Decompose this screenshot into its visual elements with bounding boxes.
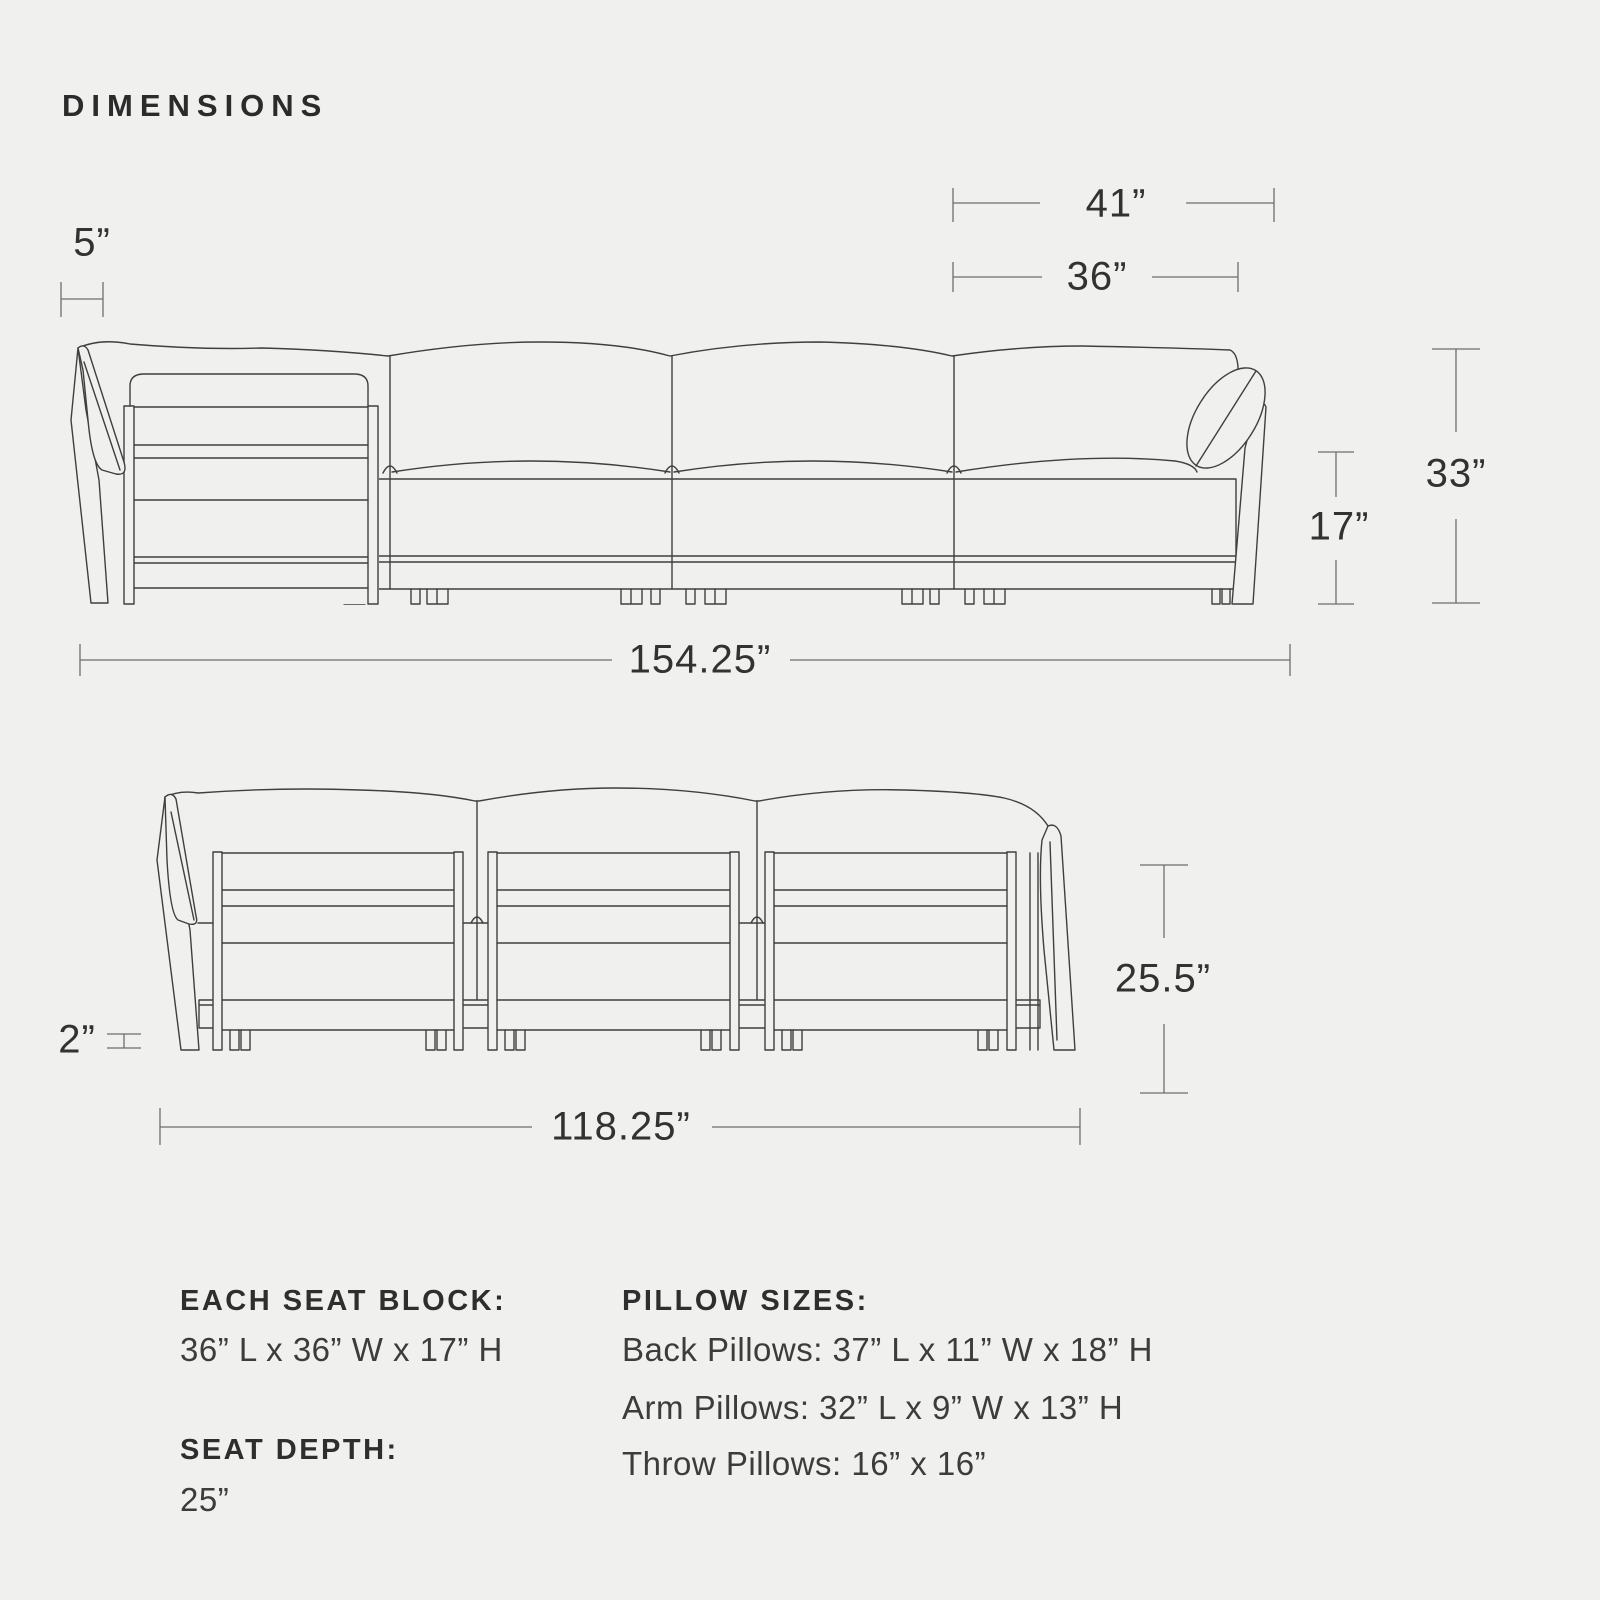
seat-depth-value: 25” (180, 1481, 230, 1518)
right-arm-panel (1040, 825, 1075, 1050)
dim-line-leg-height (107, 1034, 141, 1048)
back-cushions-outline (78, 342, 1238, 412)
dim-label-seat-width: 36” (1066, 254, 1128, 299)
pillow-size-throw: Throw Pillows: 16” x 16” (622, 1445, 987, 1482)
seat-block-value: 36” L x 36” W x 17” H (180, 1331, 503, 1368)
seat-cushions (392, 458, 1197, 472)
left-arm-back-view (157, 794, 213, 1050)
pillow-size-arm: Arm Pillows: 32” L x 9” W x 13” H (622, 1389, 1124, 1426)
seat-frame-1 (213, 852, 463, 1050)
seat-frame-2 (488, 852, 739, 1050)
dim-label-arm-width: 5” (73, 220, 111, 265)
seat-frame-3 (765, 852, 1016, 1050)
dim-label-overall-depth: 118.25” (551, 1104, 691, 1149)
dim-label-overall-length: 154.25” (628, 637, 772, 682)
dim-label-back-height: 25.5” (1114, 956, 1212, 1001)
seat-depth-heading: SEAT DEPTH: (180, 1434, 399, 1466)
back-view-drawing (157, 788, 1075, 1050)
corner-frame (124, 406, 379, 604)
left-arm (71, 346, 125, 603)
pillow-sizes-heading: PILLOW SIZES: (622, 1285, 869, 1317)
dim-line-arm-width (61, 282, 103, 317)
legs-side-view (344, 589, 1230, 604)
dim-label-overall-height: 33” (1425, 451, 1487, 496)
right-arm-back-view (1030, 825, 1075, 1050)
dim-label-leg-height: 2” (58, 1017, 96, 1062)
dim-label-seat-with-arm: 41” (1085, 181, 1147, 226)
module-separator (390, 356, 954, 589)
seat-block-heading: EACH SEAT BLOCK: (180, 1285, 507, 1317)
corner-back-cushion (130, 374, 368, 407)
page-title: DIMENSIONS (62, 88, 329, 123)
side-view-drawing (71, 342, 1281, 604)
back-outline (165, 788, 1048, 826)
pillow-size-back: Back Pillows: 37” L x 11” W x 18” H (622, 1331, 1153, 1368)
dim-label-seat-height: 17” (1308, 504, 1370, 549)
